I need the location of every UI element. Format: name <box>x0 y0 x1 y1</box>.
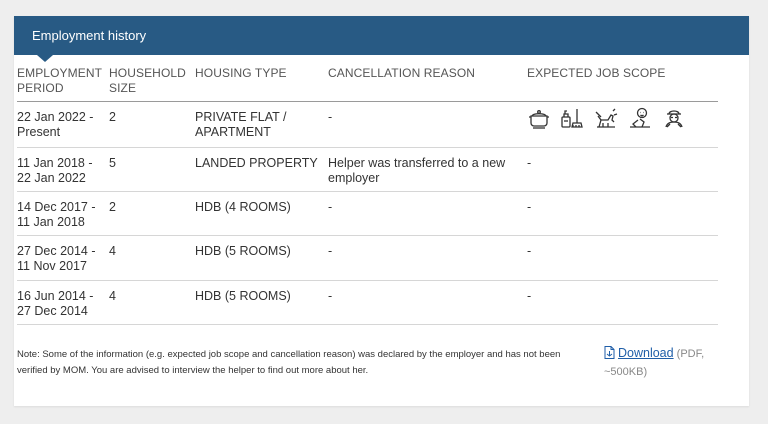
cell-cancellation-reason: Helper was transferred to a new employer <box>328 156 506 185</box>
cell-cancellation-reason: - <box>328 110 333 124</box>
header-housing-type: HOUSING TYPE <box>195 66 287 80</box>
header-cancellation-reason: CANCELLATION REASON <box>328 66 476 80</box>
cell-cancellation-reason: - <box>328 200 333 214</box>
download-link[interactable]: Download <box>618 346 674 360</box>
table-row <box>17 192 718 236</box>
header-employment-period: EMPLOYMENT PERIOD <box>17 66 102 95</box>
table-row <box>17 148 718 192</box>
cell-housing-type: HDB (4 ROOMS) <box>195 200 291 214</box>
pet-care-icon <box>593 106 619 130</box>
cell-housing-type: HDB (5 ROOMS) <box>195 244 291 258</box>
cell-employment-period: 16 Jun 2014 - 27 Dec 2014 <box>17 289 94 318</box>
disclaimer-note: Note: Some of the information (e.g. expected job scope and cancellation reason) was declared by the employer and has not been verified by MOM. You are advised to interview the helper to find out more about her. <box>17 349 561 376</box>
table-header <box>17 64 718 102</box>
cell-expected-job-scope: - <box>527 156 532 170</box>
cell-expected-job-scope: - <box>527 200 532 214</box>
panel-title: Employment history <box>32 28 147 43</box>
table-row <box>17 236 718 281</box>
cell-expected-job-scope: - <box>527 289 532 303</box>
header-notch <box>37 55 53 62</box>
cell-household-size: 2 <box>109 110 116 124</box>
document-icon[interactable] <box>604 346 615 364</box>
cell-housing-type: LANDED PROPERTY <box>195 156 318 170</box>
cell-employment-period: 11 Jan 2018 - 22 Jan 2022 <box>17 156 93 185</box>
child-care-icon <box>627 106 653 130</box>
cell-housing-type: PRIVATE FLAT / APARTMENT <box>195 110 287 139</box>
download-section <box>604 345 724 380</box>
cooking-pot-icon <box>527 106 551 130</box>
cleaning-icon <box>559 106 585 130</box>
cell-household-size: 5 <box>109 156 116 170</box>
cell-cancellation-reason: - <box>328 244 333 258</box>
elderly-care-icon <box>661 106 687 130</box>
cell-employment-period: 27 Dec 2014 - 11 Nov 2017 <box>17 244 96 273</box>
cell-household-size: 2 <box>109 200 116 214</box>
employment-history-table <box>17 64 718 325</box>
cell-cancellation-reason: - <box>328 289 333 303</box>
cell-employment-period: 14 Dec 2017 - 11 Jan 2018 <box>17 200 96 229</box>
panel-header <box>14 16 749 55</box>
table-row <box>17 281 718 325</box>
header-household-size: HOUSEHOLD SIZE <box>109 66 186 95</box>
download-file-info: (PDF, ~500KB) <box>604 348 705 378</box>
cell-expected-job-scope: - <box>527 244 532 258</box>
cell-household-size: 4 <box>109 244 116 258</box>
table-row <box>17 102 718 148</box>
cell-household-size: 4 <box>109 289 116 303</box>
cell-housing-type: HDB (5 ROOMS) <box>195 289 291 303</box>
header-expected-job-scope: EXPECTED JOB SCOPE <box>527 66 666 80</box>
cell-employment-period: 22 Jan 2022 - Present <box>17 110 94 139</box>
cell-expected-job-scope <box>527 106 717 130</box>
